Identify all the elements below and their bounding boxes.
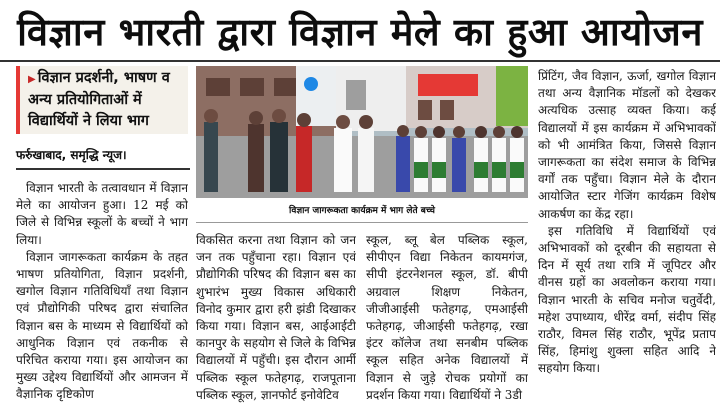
dateline-rule	[16, 168, 190, 170]
paragraph: प्रिंटिंग, जैव विज्ञान, ऊर्जा, खगोल विज्ञान तथा अन्य वैज्ञानिक मॉडलों को देखकर अत्यधिक उत्साह व्यक्त किया। कई विद्यालयों में इस कार्यक्रम में अभिभावकों को भी आमंत्रित किया, जिससे विज्ञान जागरूकता का संदेश समाज के विभिन्न वर्गों तक पहुँचा। विज्ञान मेले के दौरान आयोजित स्टार गेजिंग कार्यक्रम विशेष आकर्षण का केंद्र रहा।	[538, 69, 716, 221]
caption-rule	[196, 222, 528, 223]
article-column-2	[196, 232, 356, 418]
paragraph: विज्ञान जागरूकता कार्यक्रम के तहत भाषण प्रतियोगिता, विज्ञान प्रदर्शनी, खगोल विज्ञान गतिविधियाँ तथा विज्ञान एवं प्रौद्योगिकी परिषद द्वारा संचालित विज्ञान बस के माध्यम से विद्यार्थियों को आधुनिक विज्ञान एवं तकनीक से परिचित कराया गया। इस आयोजन का मुख्य उद्देश्य विद्यार्थियों और आमजन में वैज्ञानिक दृष्टिकोण	[16, 249, 188, 402]
paragraph: विज्ञान भारती के तत्वावधान में विज्ञान मेले का आयोजन हुआ। 12 मई को जिले से विभिन्न स्कूलों के बच्चों ने भाग लिया।	[16, 181, 188, 247]
article-column-4	[538, 68, 716, 418]
paragraph: इस गतिविधि में विद्यार्थियों एवं अभिभावकों को दूरबीन की सहायता से दिन में सूर्य तथा रात्रि में जूपिटर और वीनस ग्रहों का अवलोकन कराया गया। विज्ञान भारती के सचिव मनोज चतुर्वेदी, महेश उपाध्याय, धीरेंद्र वर्मा, संदीप सिंह राठौर, विमल सिंह राठौर, भूपेंद्र प्रताप सिंह, हिमांशु शुक्ला सहित आदि ने सहयोग किया।	[538, 223, 716, 376]
photo-caption: विज्ञान जागरूकता कार्यक्रम में भाग लेते बच्चे	[288, 206, 435, 216]
bullet-icon: ▶	[28, 74, 36, 85]
paragraph: विकसित करना तथा विज्ञान को जन जन तक पहुँचाना रहा। विज्ञान एवं प्रौद्योगिकी परिषद की विज्ञान बस का शुभारंभ मुख्य विकास अधिकारी विनोद कुमार द्वारा हरी झंडी दिखाकर किया गया। विज्ञान बस, आईआईटी कानपुर के सहयोग से जिले के विभिन्न विद्यालयों में पहुँची। इस दौरान आर्मी पब्लिक स्कूल फतेहगढ़, राजपूताना पब्लिक स्कूल, ज्ञानफोर्ट इनोवेटिव	[196, 233, 356, 402]
paragraph: स्कूल, ब्लू बेल पब्लिक स्कूल, सीपीएन विद्या निकेतन कायमगंज, सीपी इंटरनेशनल स्कूल, डॉ. बीपी अग्रवाल शिक्षण निकेतन, जीजीआईसी फतेहगढ़, एमआईसी फतेहगढ़, जीआईसी फतेहगढ़, रखा इंटर कॉलेज तथा सनबीम पब्लिक स्कूल सहित अनेक विद्यालयों में विज्ञान से जुड़े रोचक प्रयोगों का प्रदर्शन किया गया। विद्यार्थियों ने 3डी	[366, 233, 528, 402]
headline-rule	[0, 60, 720, 62]
news-photo	[196, 66, 528, 198]
students-photo-illustration	[196, 66, 528, 198]
subheadline-box	[16, 66, 188, 134]
dateline: फर्रुखाबाद, समृद्धि न्यूज।	[16, 148, 127, 162]
headline: विज्ञान भारती द्वारा विज्ञान मेले का हुआ आयोजन	[17, 10, 703, 54]
article-column-3	[366, 232, 528, 418]
article-column-1	[16, 180, 188, 416]
subheadline: विज्ञान प्रदर्शनी, भाषण व अन्य प्रतियोगिताओं में विद्यार्थियों ने लिया भाग	[28, 70, 170, 129]
